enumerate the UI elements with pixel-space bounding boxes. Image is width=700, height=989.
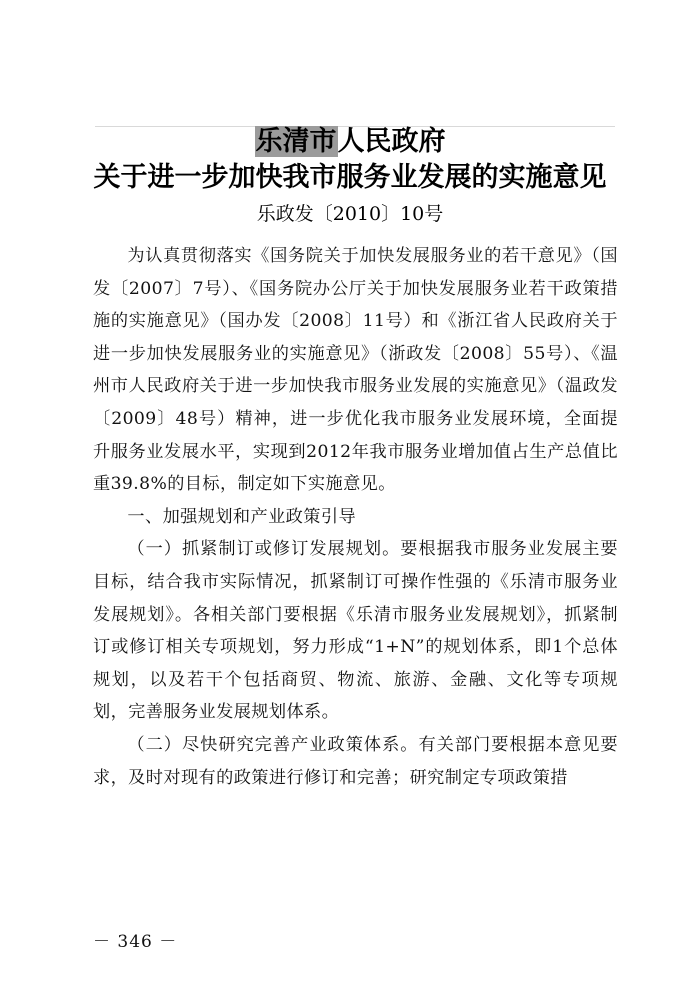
paragraph-item-2: （二）尽快研究完善产业政策体系。有关部门要根据本意见要求，及时对现有的政策进行修订和完善；研究制定专项政策措 bbox=[93, 734, 618, 788]
document-body bbox=[93, 240, 618, 794]
section-heading: 一、加强规划和产业政策引导 bbox=[127, 506, 357, 527]
title-line1-rest: 人民政府 bbox=[337, 126, 446, 157]
document-number: 乐政发〔2010〕10号 bbox=[256, 203, 444, 225]
paragraph-intro: 为认真贯彻落实《国务院关于加快发展服务业的若干意见》（国发〔2007〕7号）、《国务院办公厅关于加快发展服务业若干政策措施的实施意见》（国办发〔2008〕11号）和《浙江省人民政府关于进一步加快发展服务业的实施意见》（浙政发〔2008〕55号）、《温州市人民政府关于进一步加快我市服务业发展的实施意见》（温政发〔2009〕48号）精神，进一步优化我市服务业发展环境，全面提升服务业发展水平，实现到2012年我市服务业增加值占生产总值比重39.8%的目标，制定如下实施意见。 bbox=[93, 246, 618, 495]
page-number: － 346 － bbox=[93, 932, 178, 952]
document-title-line1 bbox=[0, 124, 700, 160]
paragraph-item-1: （一）抓紧制订或修订发展规划。要根据我市服务业发展主要目标，结合我市实际情况，抓紧制订可操作性强的《乐清市服务业发展规划》。各相关部门要根据《乐清市服务业发展规划》，抓紧制订或修订相关专项规划，努力形成“1+N”的规划体系，即1个总体规划，以及若干个包括商贸、物流、旅游、金融、文化等专项规划，完善服务业发展规划体系。 bbox=[93, 539, 618, 723]
title-highlight: 乐清市 bbox=[255, 126, 337, 157]
document-title-line2: 关于进一步加快我市服务业发展的实施意见 bbox=[93, 162, 607, 193]
